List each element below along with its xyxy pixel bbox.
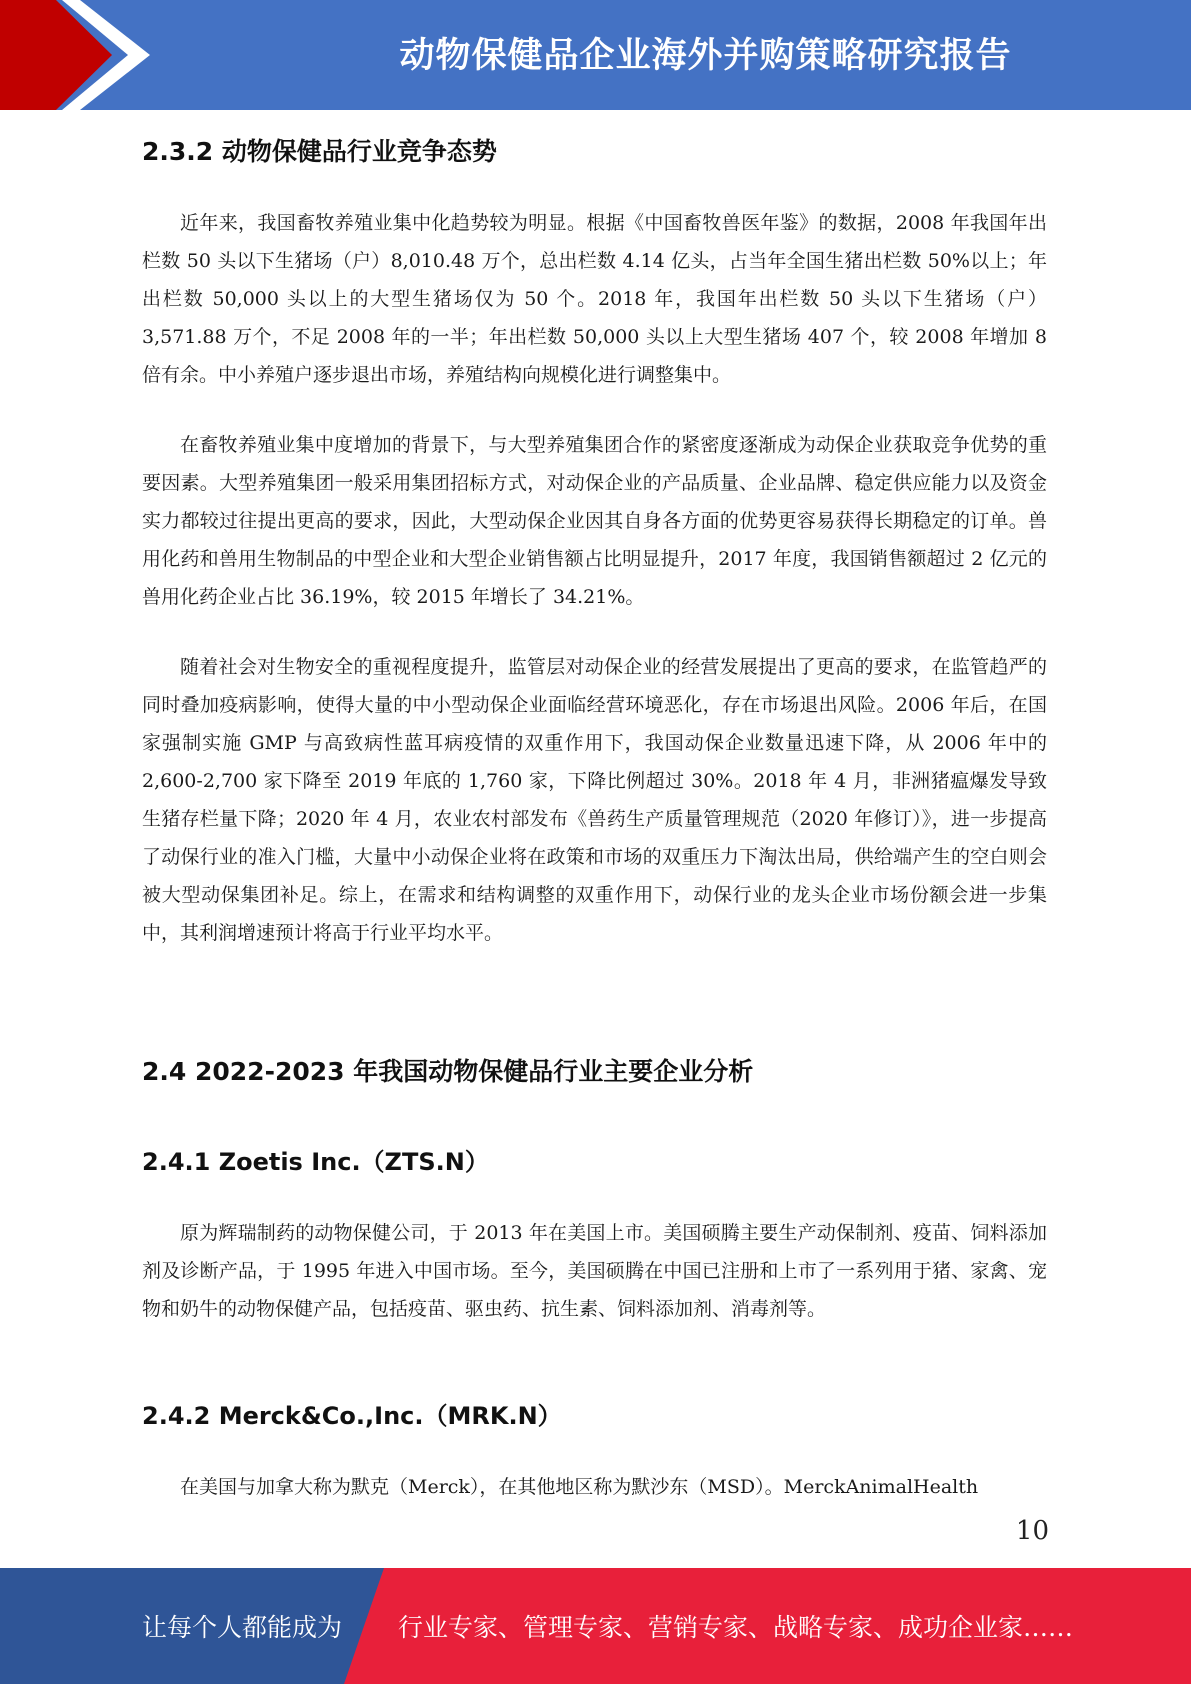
paragraph: 原为辉瑞制药的动物保健公司，于 2013 年在美国上市。美国硕腾主要生产动保制剂、疫苗、饲料添加剂及诊断产品，于 1995 年进入中国市场。至今，美国硕腾在中国已注册和上市了一系列用于猪、家禽、宠物和奶牛的动物保健产品，包括疫苗、驱虫药、抗生素、饲料添加剂、消毒剂等。 — [142, 1222, 1047, 1320]
header-title: 动物保健品企业海外并购策略研究报告 — [399, 36, 1012, 76]
page-header — [0, 0, 1191, 110]
section-heading-2-4-1: 2.4.1 Zoetis Inc.（ZTS.N） — [142, 1148, 489, 1176]
paragraph: 在畜牧养殖业集中度增加的背景下，与大型养殖集团合作的紧密度逐渐成为动保企业获取竞争优势的重要因素。大型养殖集团一般采用集团招标方式，对动保企业的产品质量、企业品牌、稳定供应能力以及资金实力都较过往提出更高的要求，因此，大型动保企业因其自身各方面的优势更容易获得长期稳定的订单。兽用化药和兽用生物制品的中型企业和大型企业销售额占比明显提升，2017 年度，我国销售额超过 2 亿元的兽用化药企业占比 36.19%，较 2015 年增长了 34.21%。 — [142, 434, 1047, 608]
page-footer — [0, 1568, 1191, 1684]
paragraph: 在美国与加拿大称为默克（Merck），在其他地区称为默沙东（MSD）。MerckAnimalHealth — [180, 1476, 979, 1498]
page-number: 10 — [1015, 1516, 1049, 1546]
paragraph: 随着社会对生物安全的重视程度提升，监管层对动保企业的经营发展提出了更高的要求，在监管趋严的同时叠加疫病影响，使得大量的中小型动保企业面临经营环境恶化，存在市场退出风险。2006 年后，在国家强制实施 GMP 与高致病性蓝耳病疫情的双重作用下，我国动保企业数量迅速下降，从 2006 年中的 2,600-2,700 家下降至 2019 年底的 1,760 家，下降比例超过 30%。2018 年 4 月，非洲猪瘟爆发导致生猪存栏量下降；2020 年 4 月，农业农村部发布《兽药生产质量管理规范（2020 年修订）》，进一步提高了动保行业的准入门槛，大量中小动保企业将在政策和市场的双重压力下淘汰出局，供给端产生的空白则会被大型动保集团补足。综上，在需求和结构调整的双重作用下，动保行业的龙头企业市场份额会进一步集中，其利润增速预计将高于行业平均水平。 — [142, 656, 1047, 944]
section-heading-2-4: 2.4 2022-2023 年我国动物保健品行业主要企业分析 — [142, 1057, 754, 1086]
section-heading-2-3-2: 2.3.2 动物保健品行业竞争态势 — [142, 137, 497, 166]
header-arrow-decoration — [0, 0, 160, 110]
footer-slogan-left: 让每个人都能成为 — [142, 1613, 343, 1642]
footer-slogan-right: 行业专家、管理专家、营销专家、战略专家、成功企业家…… — [398, 1613, 1074, 1642]
paragraph: 近年来，我国畜牧养殖业集中化趋势较为明显。根据《中国畜牧兽医年鉴》的数据，2008 年我国年出栏数 50 头以下生猪场（户）8,010.48 万个，总出栏数 4.14 亿头，占当年全国生猪出栏数 50%以上；年出栏数 50,000 头以上的大型生猪场仅为 50 个。2018 年，我国年出栏数 50 头以下生猪场（户）3,571.88 万个，不足 2008 年的一半；年出栏数 50,000 头以上大型生猪场 407 个，较 2008 年增加 8 倍有余。中小养殖户逐步退出市场，养殖结构向规模化进行调整集中。 — [142, 212, 1047, 386]
section-heading-2-4-2: 2.4.2 Merck&Co.,Inc.（MRK.N） — [142, 1402, 562, 1430]
